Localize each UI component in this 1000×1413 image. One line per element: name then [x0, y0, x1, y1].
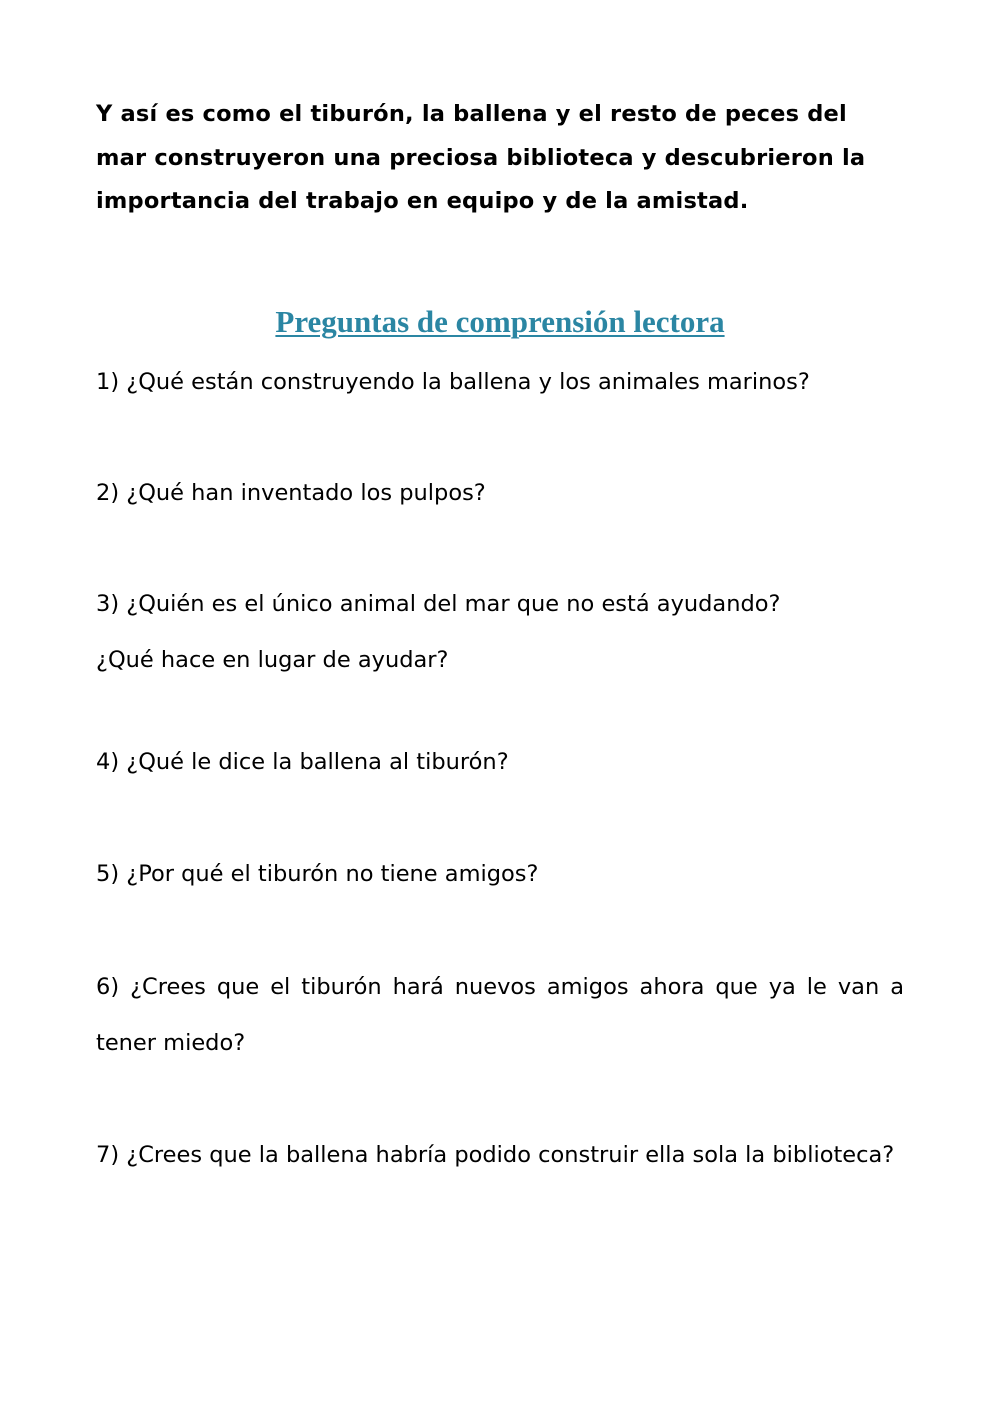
- question-4: 4) ¿Qué le dice la ballena al tiburón?: [96, 749, 509, 775]
- question-5: 5) ¿Por qué el tiburón no tiene amigos?: [96, 861, 539, 887]
- question-2: 2) ¿Qué han inventado los pulpos?: [96, 480, 486, 506]
- intro-paragraph: Y así es como el tiburón, la ballena y el resto de peces del mar construyeron una preciosa biblioteca y descubrieron la importancia del trabajo en equipo y de la amistad.: [96, 101, 866, 214]
- question-6: 6) ¿Crees que el tiburón hará nuevos amigos ahora que ya le van a tener miedo?: [96, 974, 904, 1056]
- question-3-line-1: 3) ¿Quién es el único animal del mar que no está ayudando?: [96, 591, 781, 617]
- question-1: 1) ¿Qué están construyendo la ballena y los animales marinos?: [96, 369, 810, 395]
- question-3: [96, 576, 904, 688]
- question-7: 7) ¿Crees que la ballena habría podido construir ella sola la biblioteca?: [96, 1142, 895, 1168]
- question-3-line-2: ¿Qué hace en lugar de ayudar?: [96, 647, 449, 673]
- section-heading: Preguntas de comprensión lectora: [275, 304, 725, 339]
